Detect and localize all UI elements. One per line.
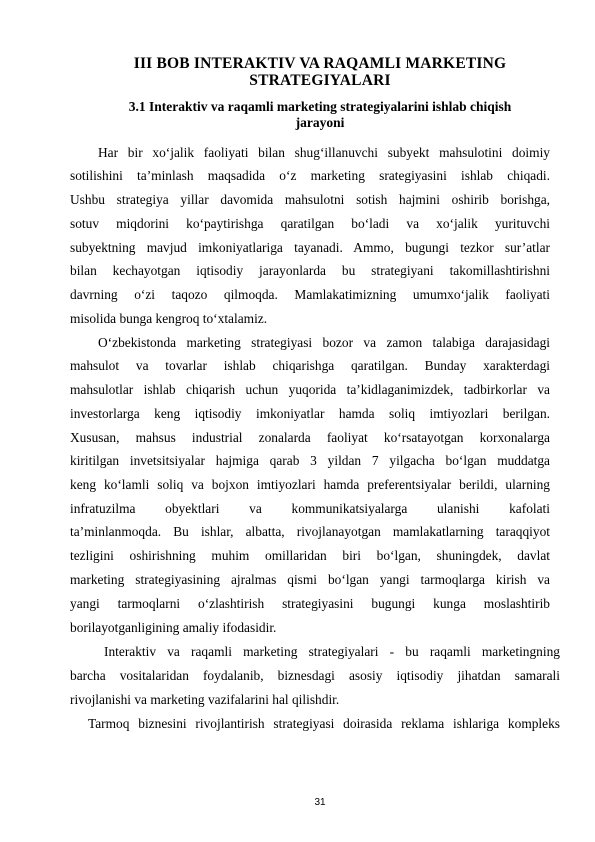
paragraph-line: borilayotganligining amaliy ifodasidir.	[70, 620, 277, 635]
paragraph-line: rivojlanishi va marketing vazifalarini hal qilishdir.	[70, 692, 340, 707]
paragraph-line: davrning o‘zi taqozo qilmoqda. Mamlakatimizning umumxo‘jalik faoliyati	[70, 287, 550, 302]
paragraph-line: investorlarga keng iqtisodiy imkoniyatlar hamda soliq imtiyozlari berilgan.	[70, 406, 550, 421]
paragraph-line: barcha vositalaridan foydalanib, biznesdagi asosiy iqtisodiy jihatdan samarali	[70, 668, 560, 683]
paragraph-line: kiritilgan invetsitsiyalar hajmiga qarab 3 yildan 7 yilgacha bo‘lgan muddatga	[70, 453, 550, 468]
paragraph-line: Tarmoq biznesini rivojlantirish strategiyasi doirasida reklama ishlariga kompleks	[88, 716, 560, 731]
paragraph-line: marketing strategiyasining ajralmas qismi bo‘lgan yangi tarmoqlarga kirish va	[70, 572, 550, 587]
chapter-title-line-1: III BOB INTERAKTIV VA RAQAMLI MARKETING	[133, 55, 507, 72]
paragraph-line: sotuv miqdorini ko‘paytirishga qaratilgan bo‘ladi va xo‘jalik yurituvchi	[70, 216, 550, 231]
paragraph-line: misolida bunga kengroq to‘xtalamiz.	[70, 311, 268, 326]
section-title-line-1: 3.1 Interaktiv va raqamli marketing strategiyalarini ishlab chiqish	[128, 99, 512, 114]
paragraph-line: infratuzilma obyektlari va kommunikatsiyalarga ulanishi kafolati	[70, 501, 550, 516]
page-number: 31	[314, 797, 326, 808]
paragraph-line: mahsulot va tovarlar ishlab chiqarishga qaratilgan. Bunday xarakterdagi	[70, 358, 550, 373]
paragraph-line: Ushbu strategiya yillar davomida mahsulotni sotish hajmini oshirib borishga,	[70, 192, 550, 207]
paragraph-line: yangi tarmoqlarni o‘zlashtirish strategiyasini bugungi kunga moslashtirib	[70, 596, 550, 611]
paragraph-line: Interaktiv va raqamli marketing strategiyalari - bu raqamli marketingning	[104, 644, 560, 659]
paragraph-line: Har bir xo‘jalik faoliyati bilan shug‘illanuvchi subyekt mahsulotini doimiy	[98, 145, 550, 160]
paragraph-line: bilan kechayotgan iqtisodiy jarayonlarda bu strategiyani takomillashtirishni	[70, 263, 550, 278]
chapter-title-line-2: STRATEGIYALARI	[249, 72, 391, 89]
paragraph-line: ta’minlanmoqda. Bu ishlar, albatta, rivojlanayotgan mamlakatlarning taraqqiyot	[70, 524, 550, 539]
paragraph-line: mahsulotlar ishlab chiqarish uchun yuqorida ta’kidlaganimizdek, tadbirkorlar va	[70, 382, 550, 397]
paragraph-line: Xususan, mahsus industrial zonalarda faoliyat ko‘rsatayotgan korxonalarga	[70, 430, 550, 445]
paragraph-line: sotilishini ta’minlash maqsadida o‘z marketing srategiyasini ishlab chiqadi.	[70, 168, 550, 183]
paragraph-line: O‘zbekistonda marketing strategiyasi bozor va zamon talabiga darajasidagi	[98, 335, 550, 350]
paragraph-line: tezligini oshirishning muhim omillaridan biri bo‘lgan, shuningdek, davlat	[70, 548, 550, 563]
paragraph-line: keng ko‘lamli soliq va bojxon imtiyozlari hamda preferentsiyalar berildi, ularning	[70, 477, 550, 492]
section-title-line-2: jarayoni	[295, 115, 345, 130]
paragraph-line: subyektning mavjud imkoniyatlariga tayanadi. Ammo, bugungi tezkor sur’atlar	[70, 240, 550, 255]
